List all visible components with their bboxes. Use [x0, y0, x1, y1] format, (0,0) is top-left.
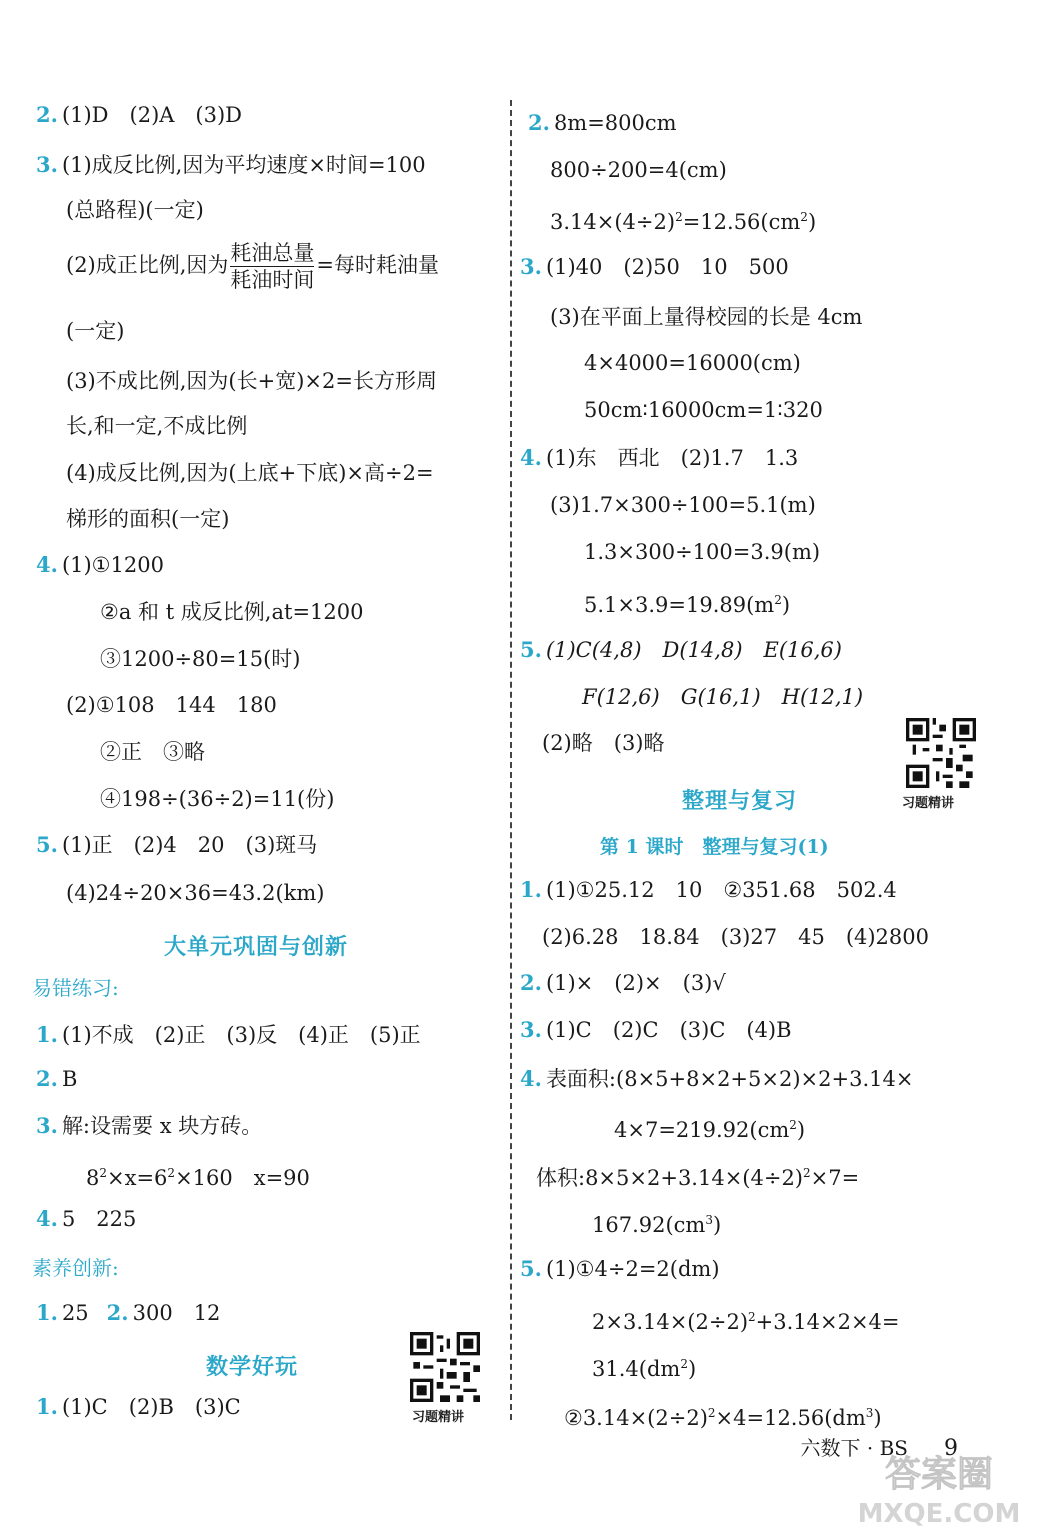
- answer-line: $4\times 7=219.92(cm^2)$: [614, 1118, 806, 1142]
- answer-line: (2)①108 144 180: [66, 693, 277, 717]
- answer-line: 4×4000=16000(cm): [584, 351, 801, 375]
- answer-line: $167.92(cm^3)$: [592, 1213, 722, 1237]
- answer-line: $2\times 3.14\times(2\div 2)^2+3.14\times 2\times 4=$: [592, 1310, 900, 1334]
- answer-line: $②3.14\times(2\div 2)^2\times 4=12.56(dm^3)$: [564, 1406, 882, 1430]
- book-label: 六数下 · BS: [800, 1436, 908, 1460]
- qr-code-icon[interactable]: [906, 718, 976, 788]
- category-label: 易错练习:: [32, 976, 119, 1000]
- answer-line: F(12,6) G(16,1) H(12,1): [582, 685, 864, 709]
- answer-line: $3.14\times(4\div 2)^2=12.56(cm^2)$: [550, 210, 817, 234]
- answer-line: ③1200÷80=15(时): [100, 647, 301, 671]
- category-label: 素养创新:: [32, 1256, 119, 1280]
- section-title: 大单元巩固与创新: [164, 934, 349, 960]
- answer-line: 4. 表面积:(8×5+8×2+5×2)×2+3.14×: [520, 1066, 914, 1091]
- answer-line: 2. (1)D (2)A (3)D: [36, 102, 243, 127]
- watermark-logo: [854, 1448, 1024, 1528]
- answer-line: (2)略 (3)略: [542, 731, 665, 755]
- lesson-subtitle: 第 1 课时 整理与复习(1): [600, 836, 829, 858]
- answer-line: $31.4(dm^2)$: [592, 1357, 697, 1381]
- answer-line: 1. 25 2. 300 12: [36, 1300, 221, 1325]
- answer-line: 1. (1)C (2)B (3)C: [36, 1394, 241, 1419]
- column-divider: [510, 100, 512, 1420]
- answer-line-fraction: (2)成正比例,因为 $\frac{\text{耗油总量}}{\text{耗油时间}}$ =每时耗油量: [66, 241, 440, 292]
- answer-line: 1.3×300÷100=3.9(m): [584, 540, 821, 564]
- answer-line: ②正 ③略: [100, 740, 205, 764]
- section-title: 整理与复习: [682, 788, 798, 814]
- answer-line: (4)成反比例,因为(上底+下底)×高÷2=: [66, 461, 434, 485]
- watermark-top: 答案圈: [884, 1454, 994, 1495]
- answer-line: 800÷200=4(cm): [550, 158, 727, 182]
- answer-line: 梯形的面积(一定): [66, 507, 230, 531]
- answer-line: $8^2\times x=6^2\times 160$ x=90: [86, 1166, 310, 1190]
- answer-line: (2)6.28 18.84 (3)27 45 (4)2800: [542, 925, 930, 949]
- answer-line: (3)在平面上量得校园的长是 4cm: [550, 305, 863, 329]
- answer-line: 1. (1)不成 (2)正 (3)反 (4)正 (5)正: [36, 1022, 421, 1047]
- answer-line: 3. (1)C (2)C (3)C (4)B: [520, 1017, 792, 1042]
- answer-line: $5.1\times 3.9=19.89(m^2)$: [584, 593, 791, 617]
- answer-line: 3. (1)40 (2)50 10 500: [520, 254, 789, 279]
- answer-line: 2. 8m=800cm: [528, 110, 677, 135]
- answer-line: 3. 解:设需要 x 块方砖。: [36, 1113, 263, 1138]
- answer-line: 2. B: [36, 1066, 78, 1091]
- answer-line: (4)24÷20×36=43.2(km): [66, 881, 325, 905]
- answer-line: ④198÷(36÷2)=11(份): [100, 787, 335, 811]
- watermark-bottom: MXQE.COM: [857, 1499, 1021, 1528]
- answer-line: 1. (1)①25.12 10 ②351.68 502.4: [520, 877, 897, 902]
- answer-line: 2. (1)× (2)× (3)√: [520, 970, 726, 995]
- answer-line: (3)1.7×300÷100=5.1(m): [550, 493, 816, 517]
- answer-line: (3)不成比例,因为(长+宽)×2=长方形周: [66, 369, 437, 393]
- answer-line: 4. 5 225: [36, 1206, 137, 1231]
- answer-line: 4. (1)①1200: [36, 552, 164, 577]
- answer-line: 3. (1)成反比例,因为平均速度×时间=100: [36, 152, 426, 177]
- page-number: 9: [944, 1436, 958, 1461]
- answer-line: (一定): [66, 319, 125, 343]
- answer-line: 5. (1)正 (2)4 20 (3)斑马: [36, 832, 318, 857]
- answer-line: 4. (1)东 西北 (2)1.7 1.3: [520, 445, 799, 470]
- answer-line: 体积$:8\times 5\times 2+3.14\times(4\div 2)^2\times 7=$: [536, 1166, 860, 1190]
- answer-line: 5. (1)C(4,8) D(14,8) E(16,6): [520, 637, 842, 662]
- answer-line: 5. (1)①4÷2=2(dm): [520, 1256, 720, 1281]
- qr-label: 习题精讲: [902, 796, 955, 811]
- section-title: 数学好玩: [206, 1354, 299, 1380]
- answer-line: (总路程)(一定): [66, 198, 204, 222]
- fraction: $\frac{\text{耗油总量}}{\text{耗油时间}}$: [230, 241, 315, 292]
- answer-line: 长,和一定,不成比例: [66, 414, 248, 438]
- answer-line: 50cm∶16000cm=1∶320: [584, 398, 823, 422]
- answer-line: ②a 和 t 成反比例,at=1200: [100, 600, 364, 624]
- qr-code-icon[interactable]: [410, 1332, 480, 1402]
- qr-label: 习题精讲: [412, 1410, 465, 1425]
